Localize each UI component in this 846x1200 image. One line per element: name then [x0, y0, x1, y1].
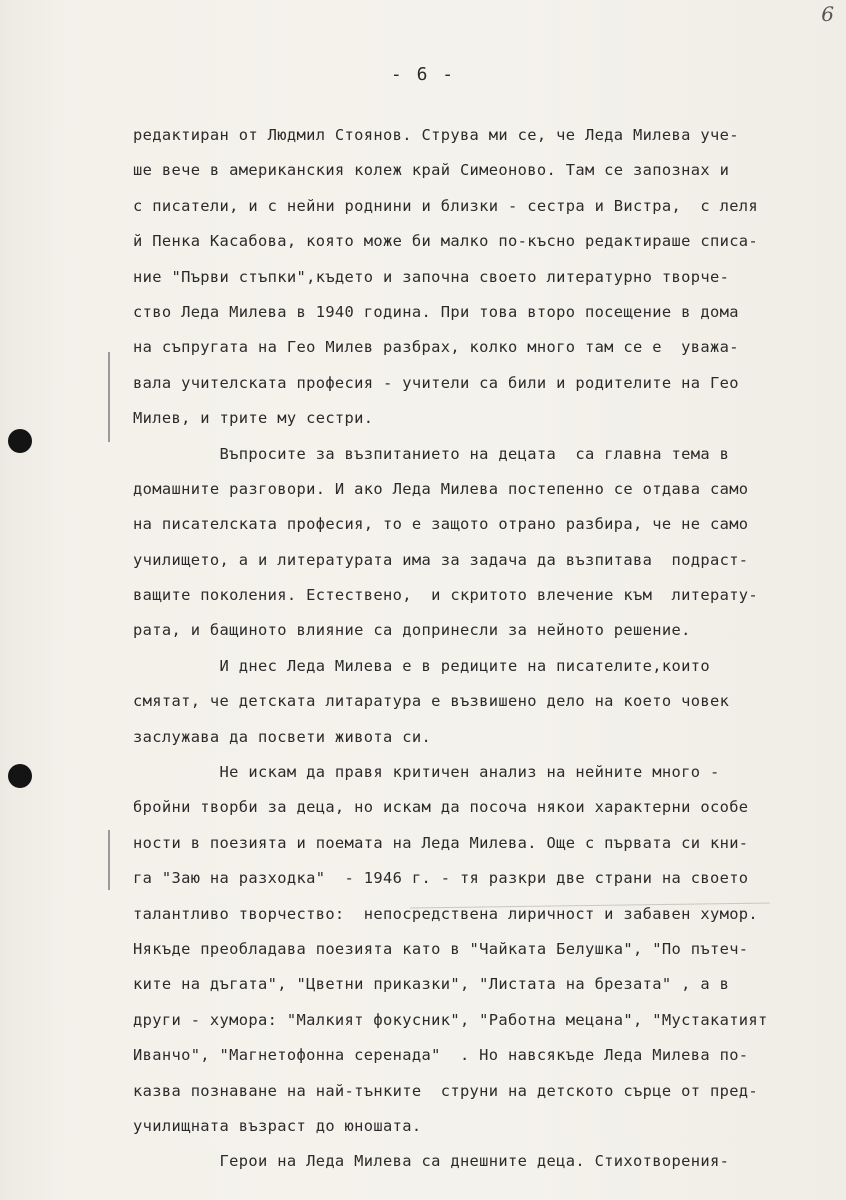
text-line: училищната възраст до юношата. — [133, 1116, 422, 1135]
text-line: й Пенка Касабова, която може би малко по-късно редактираше списа- — [133, 232, 759, 251]
text-line: талантливо творчество: непосредствена лиричност и забавен хумор. — [133, 904, 759, 923]
text-line: редактиран от Людмил Стоянов. Струва ми се, че Леда Милева уче- — [133, 126, 739, 144]
text-line: заслужава да посвети живота си. — [133, 727, 432, 746]
text-line: Въпросите за възпитанието на децата са главна тема в — [133, 444, 730, 463]
text-line: бройни творби за деца, но искам да посоча някои характерни особе — [133, 798, 749, 817]
text-line: Милев, и трите му сестри. — [133, 409, 374, 428]
punch-hole — [8, 764, 32, 788]
text-line: Иванчо", "Магнетофонна серенада" . Но навсякъде Леда Милева по- — [133, 1046, 749, 1065]
text-line: на съпругата на Гео Милев разбрах, колко много там се е уважа- — [133, 338, 739, 357]
text-line: други - хумора: "Малкият фокусник", "Работна мецана", "Мустакатият — [133, 1010, 768, 1029]
handwritten-page-number: 6 — [821, 2, 834, 26]
text-line: училището, а и литературата има за задача да възпитава подраст- — [133, 550, 749, 569]
margin-pencil-mark — [108, 352, 110, 442]
text-line: смятат, че детската литаратура е възвишено дело на което човек — [133, 692, 730, 711]
text-line: ките на дъгата", "Цветни приказки", "Листата на брезата" , а в — [133, 975, 730, 994]
text-line: рата, и бащиното влияние са допринесли за нейното решение. — [133, 621, 691, 640]
punch-hole — [8, 429, 32, 453]
text-line: с писатели, и с нейни роднини и близки - сестра и Вистра, с леля — [133, 196, 759, 215]
text-line: Герои на Леда Милева са днешните деца. Стихотворения- — [133, 1152, 730, 1171]
text-line: казва познаване на най-тънките струни на детското сърце от пред- — [133, 1081, 759, 1100]
text-line: га "Заю на разходка" - 1946 г. - тя разкри две страни на своето — [133, 869, 749, 888]
page-number: - 6 - — [390, 64, 456, 85]
typewritten-body — [133, 118, 833, 1180]
text-line: ние "Първи стъпки",където и започна своето литературно творче- — [133, 267, 730, 286]
text-line: ство Леда Милева в 1940 година. При това второ посещение в дома — [133, 302, 739, 321]
text-line: Не искам да правя критичен анализ на нейните много - — [133, 763, 720, 782]
text-line: вала учителската професия - учители са били и родителите на Гео — [133, 373, 739, 392]
text-line: И днес Леда Милева е в редиците на писателите,които — [133, 656, 710, 675]
text-line: ше вече в американския колеж край Симеоново. Там се запознах и — [133, 161, 730, 180]
text-line: Някъде преобладава поезията като в "Чайката Белушка", "По пътеч- — [133, 939, 749, 958]
text-line: ности в поезията и поемата на Леда Милева. Още с първата си кни- — [133, 833, 749, 852]
margin-pencil-mark — [108, 830, 110, 890]
text-line: на писателската професия, то е защото отрано разбира, че не само — [133, 515, 749, 534]
text-line: домашните разговори. И ако Леда Милева постепенно се отдава само — [133, 479, 749, 498]
text-line: ващите поколения. Естествено, и скритото влечение към литерату- — [133, 586, 759, 605]
